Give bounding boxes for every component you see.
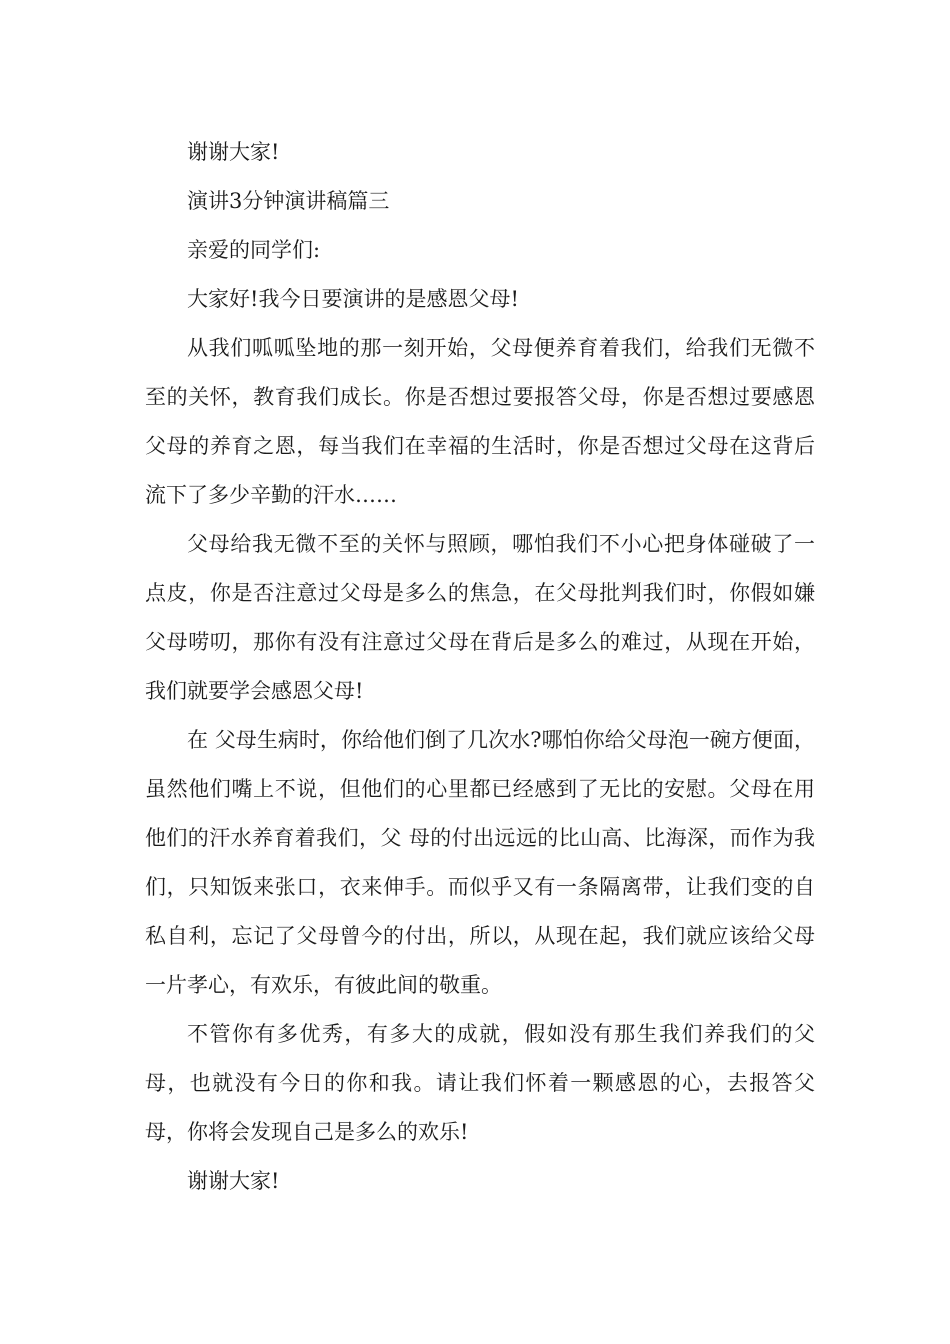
body-paragraph-4: 不管你有多优秀，有多大的成就，假如没有那生我们养我们的父母，也就没有今日的你和我。请让我们怀着一颗感恩的心，去报答父母，你将会发现自己是多么的欢乐!: [145, 1022, 815, 1144]
body-paragraph-3: 在 父母生病时，你给他们倒了几次水?哪怕你给父母泡一碗方便面，虽然他们嘴上不说，但他们的心里都已经感到了无比的安慰。父母在用他们的汗水养育着我们，父 母的付出远远的比山高、比海深，而作为我们，只知饭来张口，衣来伸手。而似乎又有一条隔离带，让我们变的自私自利，忘记了父母曾今的付出，所以，从现在起，我们就应该给父母一片孝心，有欢乐，有彼此间的敬重。: [145, 728, 815, 997]
greeting-paragraph: 大家好!我今日要演讲的是感恩父母!: [187, 287, 519, 311]
closing-thanks-previous: 谢谢大家!: [187, 140, 280, 164]
section-title: 演讲3分钟演讲稿篇三: [187, 189, 390, 213]
closing-thanks: 谢谢大家!: [187, 1169, 280, 1193]
body-paragraph-1: 从我们呱呱坠地的那一刻开始，父母便养育着我们，给我们无微不至的关怀，教育我们成长。你是否想过要报答父母，你是否想过要感恩父母的养育之恩，每当我们在幸福的生活时，你是否想过父母在这背后流下了多少辛勤的汗水……: [145, 336, 815, 507]
document-body: [145, 128, 815, 1206]
body-paragraph-2: 父母给我无微不至的关怀与照顾，哪怕我们不小心把身体碰破了一点皮，你是否注意过父母是多么的焦急，在父母批判我们时，你假如嫌父母唠叨，那你有没有注意过父母在背后是多么的难过，从现在开始，我们就要学会感恩父母!: [145, 532, 815, 703]
salutation: 亲爱的同学们:: [187, 238, 321, 262]
